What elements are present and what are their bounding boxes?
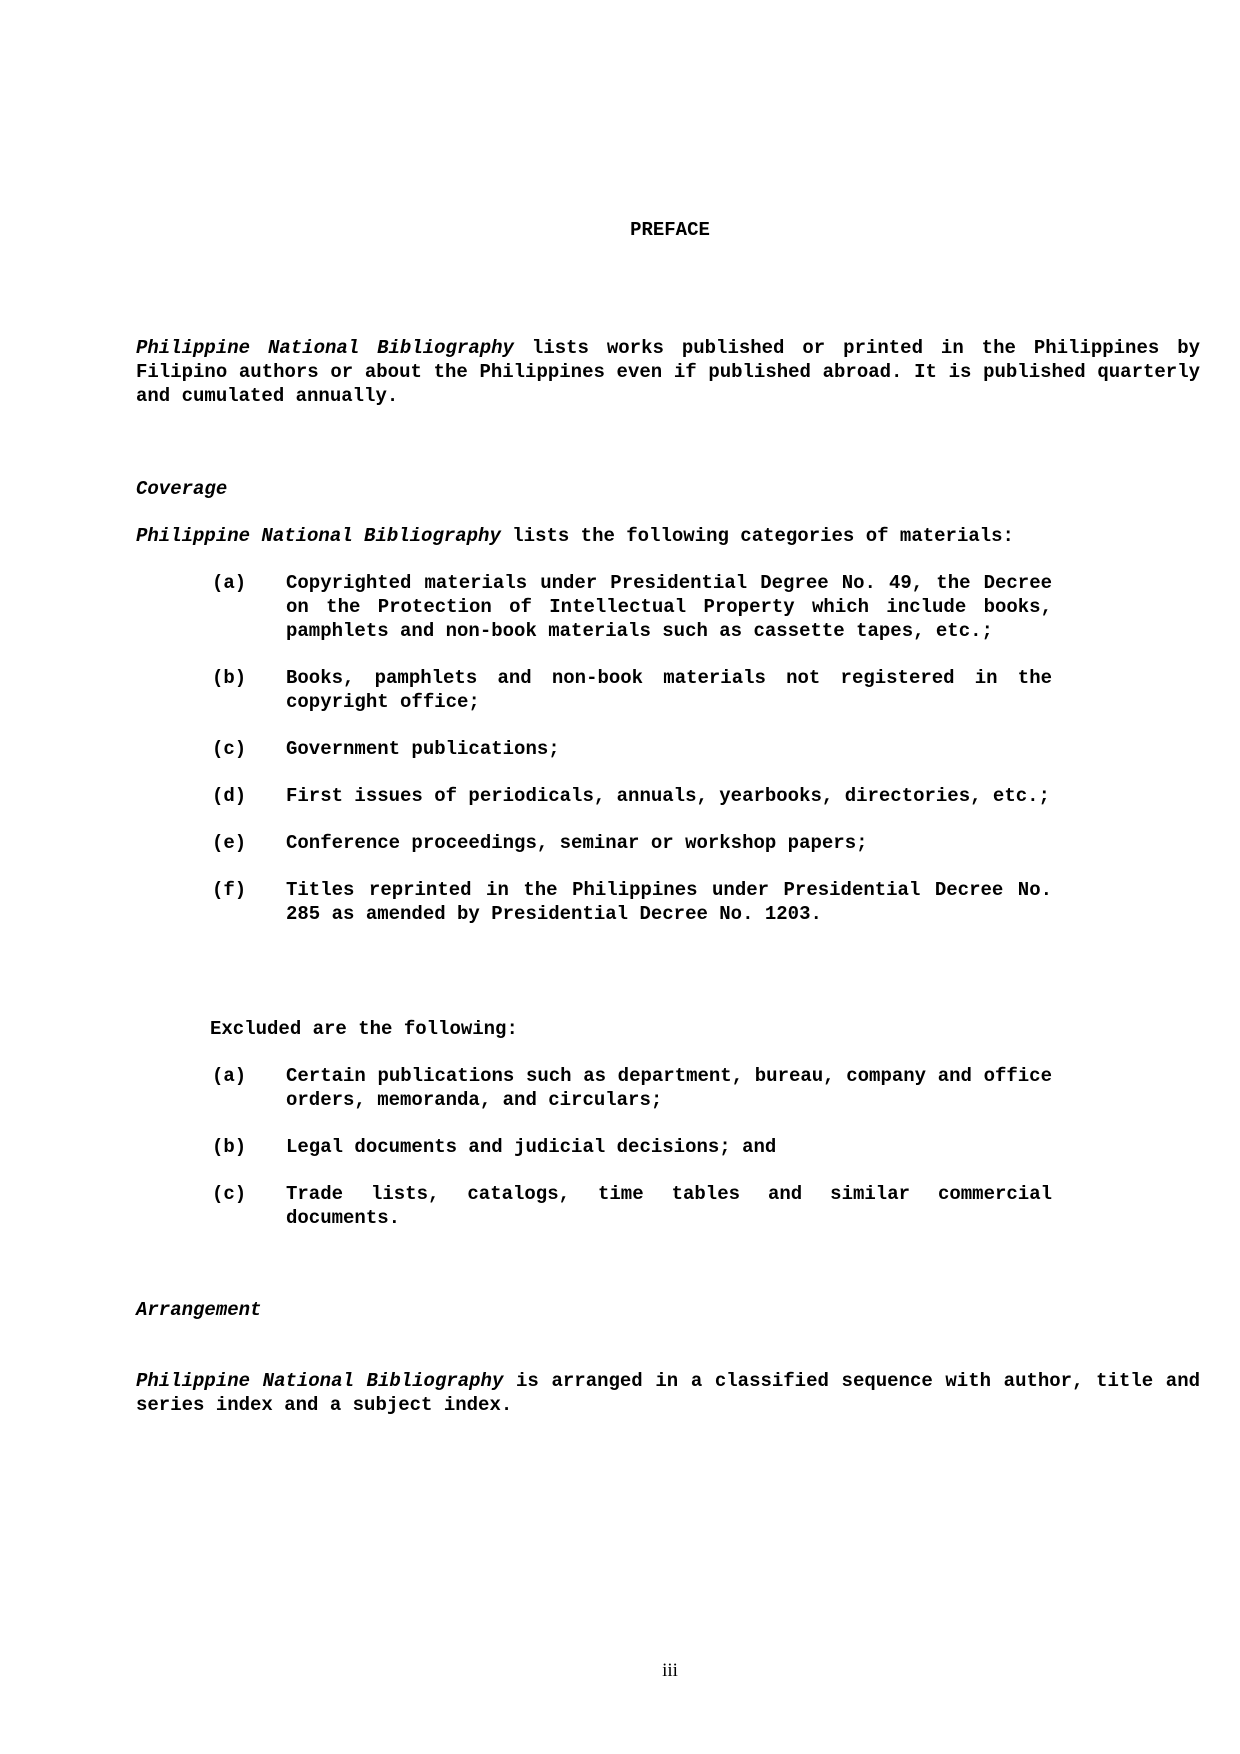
publication-name: Philippine National Bibliography	[136, 525, 501, 547]
intro-paragraph	[136, 336, 1200, 408]
list-item	[212, 1182, 1052, 1230]
list-item	[212, 831, 1052, 855]
intro-text: lists works published or printed in the Philippines by Filipino authors or about the Philippines even if published abroad. It is published quarterly and cumulated annually.	[136, 337, 1201, 407]
page-title: PREFACE	[630, 219, 710, 241]
arrangement-text: is arranged in a classified sequence with author, title and series index and a subject index.	[136, 1370, 1201, 1416]
list-item	[212, 666, 1052, 714]
item-text: Copyrighted materials under Presidential Degree No. 49, the Decree on the Protection of Intellectual Property which include books, pamphlets and non-book materials such as cassette tapes, etc.;	[286, 572, 1052, 642]
item-label: (c)	[212, 1183, 247, 1205]
page-number: iii	[662, 1660, 678, 1681]
item-text: Certain publications such as department, bureau, company and office orders, memoranda, and circulars;	[286, 1065, 1052, 1111]
list-item	[212, 784, 1052, 808]
item-label: (e)	[212, 832, 247, 854]
publication-name: Philippine National Bibliography	[136, 1370, 504, 1392]
coverage-list	[212, 571, 1052, 949]
item-text: Government publications;	[286, 738, 560, 760]
item-label: (b)	[212, 1136, 247, 1158]
item-text: Legal documents and judicial decisions; and	[286, 1136, 777, 1158]
coverage-heading: Coverage	[136, 478, 228, 500]
arrangement-heading: Arrangement	[136, 1299, 262, 1321]
item-label: (d)	[212, 785, 247, 807]
item-label: (f)	[212, 879, 247, 901]
item-text: Books, pamphlets and non-book materials not registered in the copyright office;	[286, 667, 1052, 713]
excluded-heading: Excluded are the following:	[210, 1018, 518, 1040]
coverage-lead-text: lists the following categories of materials:	[512, 525, 1014, 547]
item-text: Titles reprinted in the Philippines under Presidential Decree No. 285 as amended by Presidential Decree No. 1203.	[286, 879, 1052, 925]
item-text: First issues of periodicals, annuals, yearbooks, directories, etc.;	[286, 785, 1050, 807]
item-text: Trade lists, catalogs, time tables and similar commercial documents.	[286, 1183, 1052, 1229]
item-label: (a)	[212, 572, 247, 594]
arrangement-paragraph	[136, 1369, 1200, 1417]
list-item	[212, 1064, 1052, 1112]
item-label: (c)	[212, 738, 247, 760]
list-item	[212, 737, 1052, 761]
coverage-lead	[136, 524, 1200, 548]
item-label: (b)	[212, 667, 247, 689]
item-label: (a)	[212, 1065, 247, 1087]
excluded-list	[212, 1064, 1052, 1253]
list-item	[212, 1135, 1052, 1159]
publication-name: Philippine National Bibliography	[136, 337, 514, 359]
list-item	[212, 571, 1052, 643]
list-item	[212, 878, 1052, 926]
item-text: Conference proceedings, seminar or workshop papers;	[286, 832, 868, 854]
